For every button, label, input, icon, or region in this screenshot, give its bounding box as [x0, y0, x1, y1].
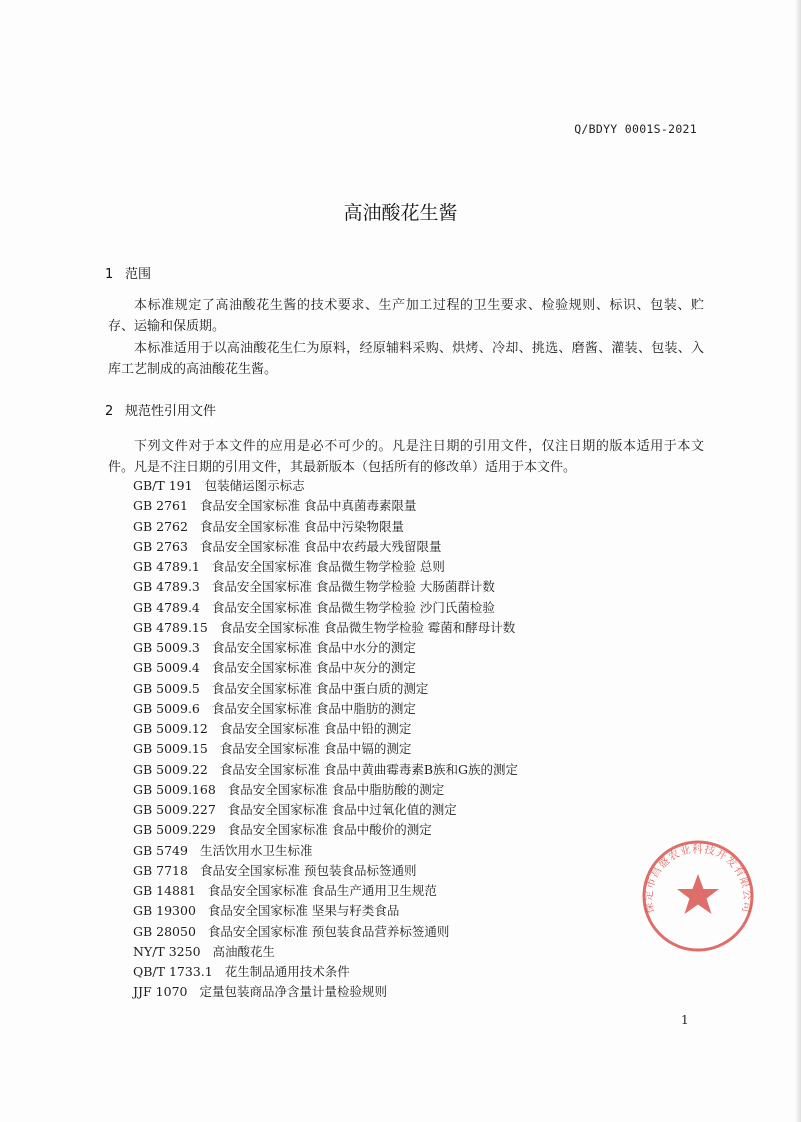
reference-title: 包装储运图示标志: [204, 478, 305, 493]
reference-item: [133, 577, 518, 597]
reference-code: GB 4789.1: [133, 559, 200, 574]
reference-code: GB 5009.4: [133, 660, 200, 676]
reference-title: 食品安全国家标准 食品中蛋白质的测定: [211, 680, 429, 696]
reference-code: GB 4789.15: [133, 619, 208, 635]
section-2-heading: [105, 400, 216, 419]
reference-code: GB 5009.5: [133, 680, 200, 696]
section-1-number: 1: [105, 267, 114, 282]
reference-title: 食品安全国家标准 食品中过氧化值的测定: [227, 802, 457, 817]
reference-title: 食品安全国家标准 坚果与籽类食品: [207, 903, 400, 919]
reference-item: [133, 739, 518, 759]
reference-item: [133, 496, 518, 516]
reference-title: 食品安全国家标准 食品中脂肪酸的测定: [227, 781, 445, 797]
reference-code: GB 5009.227: [133, 802, 216, 817]
section-1-heading: [105, 263, 151, 282]
reference-item: [133, 881, 518, 901]
reference-code: GB 5749: [133, 842, 188, 858]
reference-code: GB 2763: [133, 538, 188, 554]
reference-title: 食品安全国家标准 食品生产通用卫生规范: [207, 883, 437, 898]
reference-title: 生活饮用水卫生标准: [199, 842, 313, 858]
reference-code: JJF 1070: [133, 984, 188, 1000]
reference-code: GB 4789.4: [133, 599, 200, 615]
standard-code: Q/BDYY 0001S-2021: [574, 122, 697, 136]
reference-title: 食品安全国家标准 食品中农药最大残留限量: [199, 538, 442, 554]
reference-item: [133, 820, 518, 840]
reference-title: 食品安全国家标准 食品中铅的测定: [219, 721, 412, 736]
reference-code: GB 5009.229: [133, 822, 216, 838]
section-2-title: 规范性引用文件: [125, 404, 217, 419]
reference-code: GB 5009.12: [133, 721, 208, 736]
reference-item: [133, 922, 518, 942]
reference-title: 食品安全国家标准 食品中镉的测定: [219, 741, 412, 757]
reference-title: 食品安全国家标准 预包装食品营养标签通则: [207, 923, 450, 939]
reference-item: [133, 699, 518, 719]
reference-item: [133, 476, 518, 496]
page-number: 1: [681, 1013, 689, 1027]
reference-title: 食品安全国家标准 预包装食品标签通则: [199, 862, 417, 878]
reference-item: [133, 760, 518, 780]
reference-list: [133, 476, 518, 1003]
reference-item: [133, 942, 518, 962]
reference-code: GB 5009.22: [133, 761, 208, 777]
document-title: 高油酸花生酱: [343, 202, 458, 224]
reference-item: [133, 679, 518, 699]
reference-code: QB/T 1733.1: [133, 964, 213, 979]
section-1-paragraph-2: 本标准适用于以高油酸花生仁为原料，经原辅料采购、烘烤、冷却、挑选、磨酱、灌装、包装、入库工艺制成的高油酸花生酱。: [108, 341, 704, 377]
reference-item: [133, 780, 518, 800]
reference-code: GB 19300: [133, 903, 196, 919]
reference-item: [133, 557, 518, 577]
reference-code: GB 5009.15: [133, 741, 208, 757]
reference-code: GB 5009.168: [133, 781, 216, 797]
reference-title: 食品安全国家标准 食品中脂肪的测定: [211, 700, 416, 716]
reference-code: GB 2762: [133, 518, 188, 534]
reference-code: GB 5009.6: [133, 700, 200, 716]
reference-code: GB 5009.3: [133, 640, 200, 655]
reference-item: [133, 517, 518, 537]
reference-item: [133, 618, 518, 638]
reference-code: GB/T 191: [133, 478, 193, 493]
reference-item: [133, 982, 518, 1002]
reference-item: [133, 537, 518, 557]
reference-code: GB 4789.3: [133, 579, 200, 595]
reference-item: [133, 861, 518, 881]
seal-stamp-icon: [642, 842, 753, 950]
svg-text:保定市昌盛农业科技开发有限公司: 保定市昌盛农业科技开发有限公司: [642, 843, 754, 915]
reference-code: GB 2761: [133, 498, 188, 514]
reference-title: 食品安全国家标准 食品中灰分的测定: [211, 660, 416, 676]
reference-title: 食品安全国家标准 食品中真菌毒素限量: [199, 498, 417, 514]
reference-item: [133, 800, 518, 820]
section-1-title: 范围: [125, 267, 152, 282]
reference-item: [133, 598, 518, 618]
reference-code: GB 7718: [133, 862, 188, 878]
reference-title: 食品安全国家标准 食品微生物学检验 大肠菌群计数: [211, 579, 495, 595]
reference-title: 高油酸花生: [212, 943, 276, 959]
reference-title: 食品安全国家标准 食品微生物学检验 沙门氏菌检验: [211, 599, 495, 615]
reference-title: 定量包装商品净含量计量检验规则: [199, 984, 387, 1000]
reference-item: [133, 719, 518, 739]
reference-item: [133, 658, 518, 678]
reference-item: [133, 962, 518, 982]
reference-item: [133, 841, 518, 861]
reference-title: 食品安全国家标准 食品中酸价的测定: [227, 822, 432, 838]
reference-item: [133, 901, 518, 921]
company-seal: [636, 826, 760, 966]
reference-title: 食品安全国家标准 食品中污染物限量: [199, 518, 404, 534]
reference-title: 食品安全国家标准 食品微生物学检验 总则: [211, 559, 445, 574]
reference-title: 食品安全国家标准 食品微生物学检验 霉菌和酵母计数: [219, 619, 516, 635]
section-1-paragraph-1: 本标准规定了高油酸花生酱的技术要求、生产加工过程的卫生要求、检验规则、标识、包装、贮存、运输和保质期。: [108, 298, 704, 334]
section-2-intro: 下列文件对于本文件的应用是必不可少的。凡是注日期的引用文件，仅注日期的版本适用于本文件。凡是不注日期的引用文件，其最新版本（包括所有的修改单）适用于本文件。: [108, 439, 704, 475]
reference-title: 花生制品通用技术条件: [224, 964, 350, 979]
section-2-number: 2: [105, 404, 114, 419]
reference-item: [133, 638, 518, 658]
reference-title: 食品安全国家标准 食品中水分的测定: [211, 640, 416, 655]
reference-code: GB 14881: [133, 883, 196, 898]
reference-code: GB 28050: [133, 923, 196, 939]
reference-title: 食品安全国家标准 食品中黄曲霉毒素B族和G族的测定: [219, 761, 518, 777]
scan-edge-shadow: [795, 0, 801, 1122]
reference-code: NY/T 3250: [133, 943, 201, 959]
